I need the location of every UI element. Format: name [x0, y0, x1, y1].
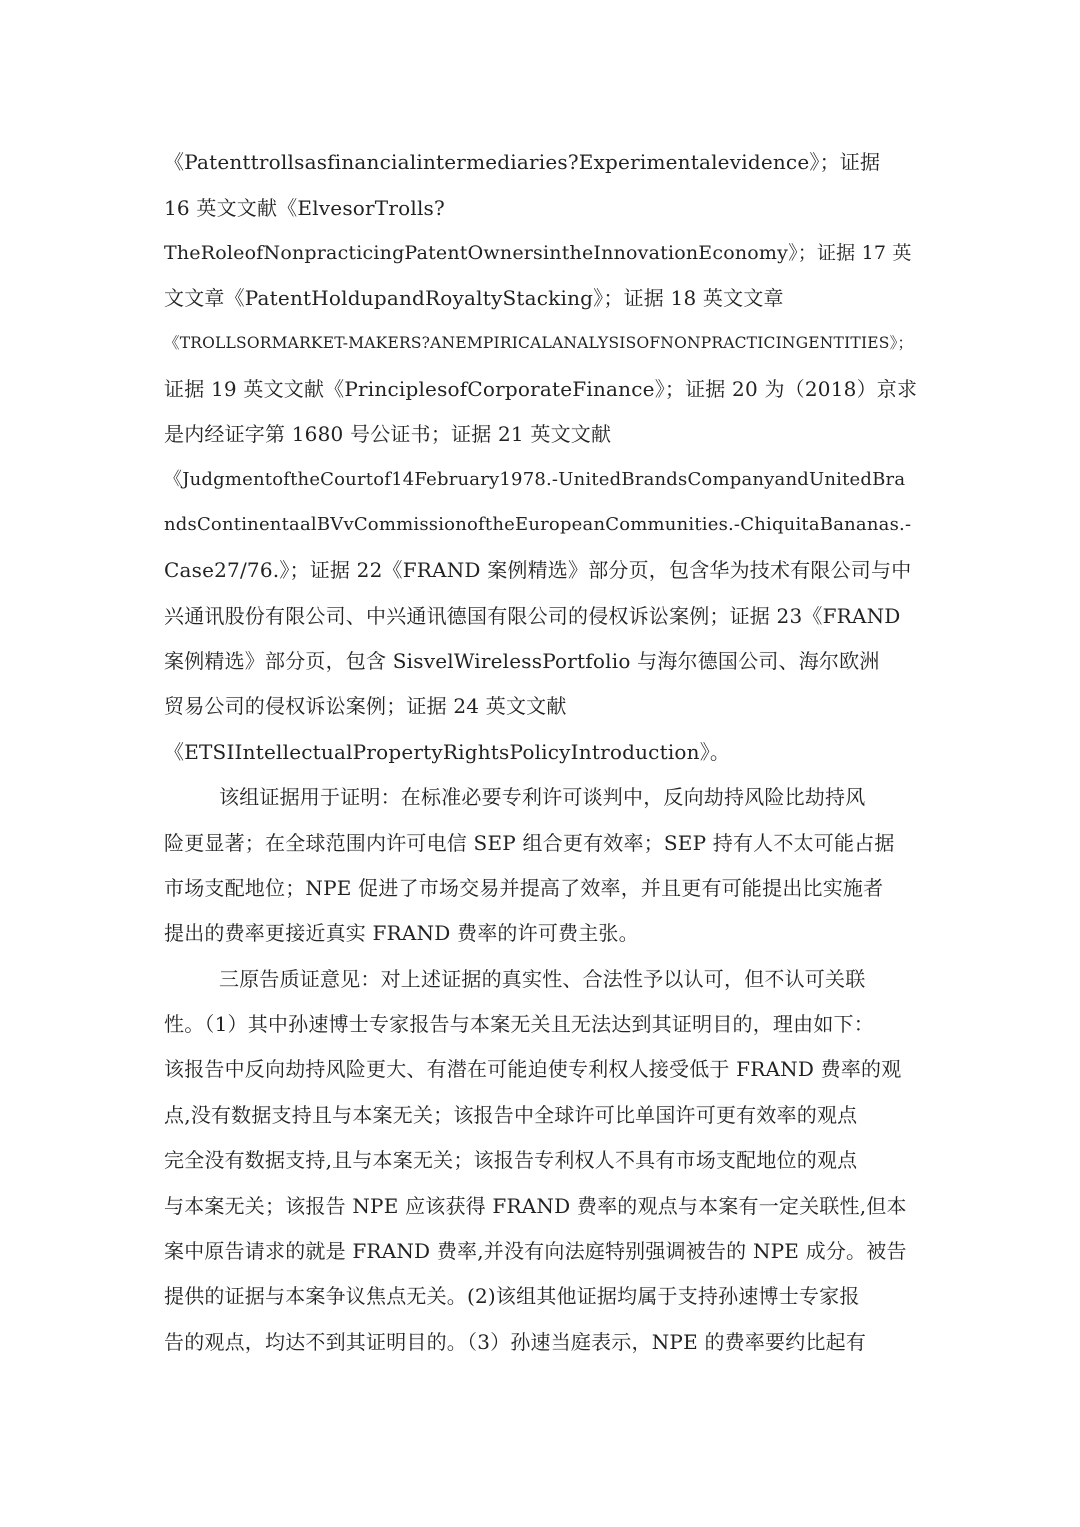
text-line: 《ETSIIntellectualPropertyRightsPolicyIntroduction》。	[164, 740, 731, 764]
text-line: 该报告中反向劫持风险更大、有潜在可能迫使专利权人接受低于 FRAND 费率的观	[164, 1057, 902, 1081]
text-line: 贸易公司的侵权诉讼案例；证据 24 英文文献	[164, 694, 567, 718]
text-line: 是内经证字第 1680 号公证书；证据 21 英文文献	[164, 422, 612, 446]
text-line: 兴通讯股份有限公司、中兴通讯德国有限公司的侵权诉讼案例；证据 23《FRAND	[164, 604, 901, 628]
paragraph-first-line: 三原告质证意见：对上述证据的真实性、合法性予以认可，但不认可关联	[219, 967, 866, 991]
text-line: 提供的证据与本案争议焦点无关。(2)该组其他证据均属于支持孙速博士专家报	[164, 1284, 860, 1308]
text-line: 完全没有数据支持,且与本案无关；该报告专利权人不具有市场支配地位的观点	[164, 1148, 858, 1172]
text-line: 案中原告请求的就是 FRAND 费率,并没有向法庭特别强调被告的 NPE 成分。被告	[164, 1239, 907, 1263]
text-line: Case27/76.》；证据 22《FRAND 案例精选》部分页，包含华为技术有限公司与中	[164, 558, 912, 582]
paragraph-first-line: 该组证据用于证明：在标准必要专利许可谈判中，反向劫持风险比劫持风	[219, 785, 866, 809]
text-line: 案例精选》部分页，包含 SisvelWirelessPortfolio 与海尔德国公司、海尔欧洲	[164, 649, 880, 673]
text-line: ndsContinentaalBVvCommissionoftheEuropeanCommunities.-ChiquitaBananas.-	[164, 514, 912, 535]
text-line: 文文章《PatentHoldupandRoyaltyStacking》；证据 18 英文文章	[164, 286, 784, 310]
text-line: 16 英文文献《ElvesorTrolls?	[164, 196, 445, 220]
text-line: 《TROLLSORMARKET-MAKERS?ANEMPIRICALANALYSISOFNONPRACTICINGENTITIES》；	[164, 334, 914, 352]
text-line: 点,没有数据支持且与本案无关；该报告中全球许可比单国许可更有效率的观点	[164, 1103, 858, 1127]
text-line: 《Patenttrollsasfinancialintermediaries?Experimentalevidence》；证据	[164, 150, 881, 174]
text-line: TheRoleofNonpracticingPatentOwnersintheInnovationEconomy》；证据 17 英	[164, 242, 912, 264]
text-line: 性。（1）其中孙速博士专家报告与本案无关且无法达到其证明目的，理由如下：	[164, 1012, 874, 1036]
text-line: 提出的费率更接近真实 FRAND 费率的许可费主张。	[164, 921, 639, 945]
text-line: 与本案无关；该报告 NPE 应该获得 FRAND 费率的观点与本案有一定关联性,但本	[164, 1194, 907, 1218]
text-line: 险更显著；在全球范围内许可电信 SEP 组合更有效率；SEP 持有人不太可能占据	[164, 831, 895, 855]
text-line: 告的观点，均达不到其证明目的。（3）孙速当庭表示，NPE 的费率要约比起有	[164, 1330, 867, 1354]
text-line: 证据 19 英文文献《PrinciplesofCorporateFinance》；证据 20 为（2018）京求	[164, 377, 918, 401]
text-line: 《JudgmentoftheCourtof14February1978.-UnitedBrandsCompanyandUnitedBra	[164, 469, 906, 490]
text-line: 市场支配地位；NPE 促进了市场交易并提高了效率，并且更有可能提出比实施者	[164, 876, 884, 900]
